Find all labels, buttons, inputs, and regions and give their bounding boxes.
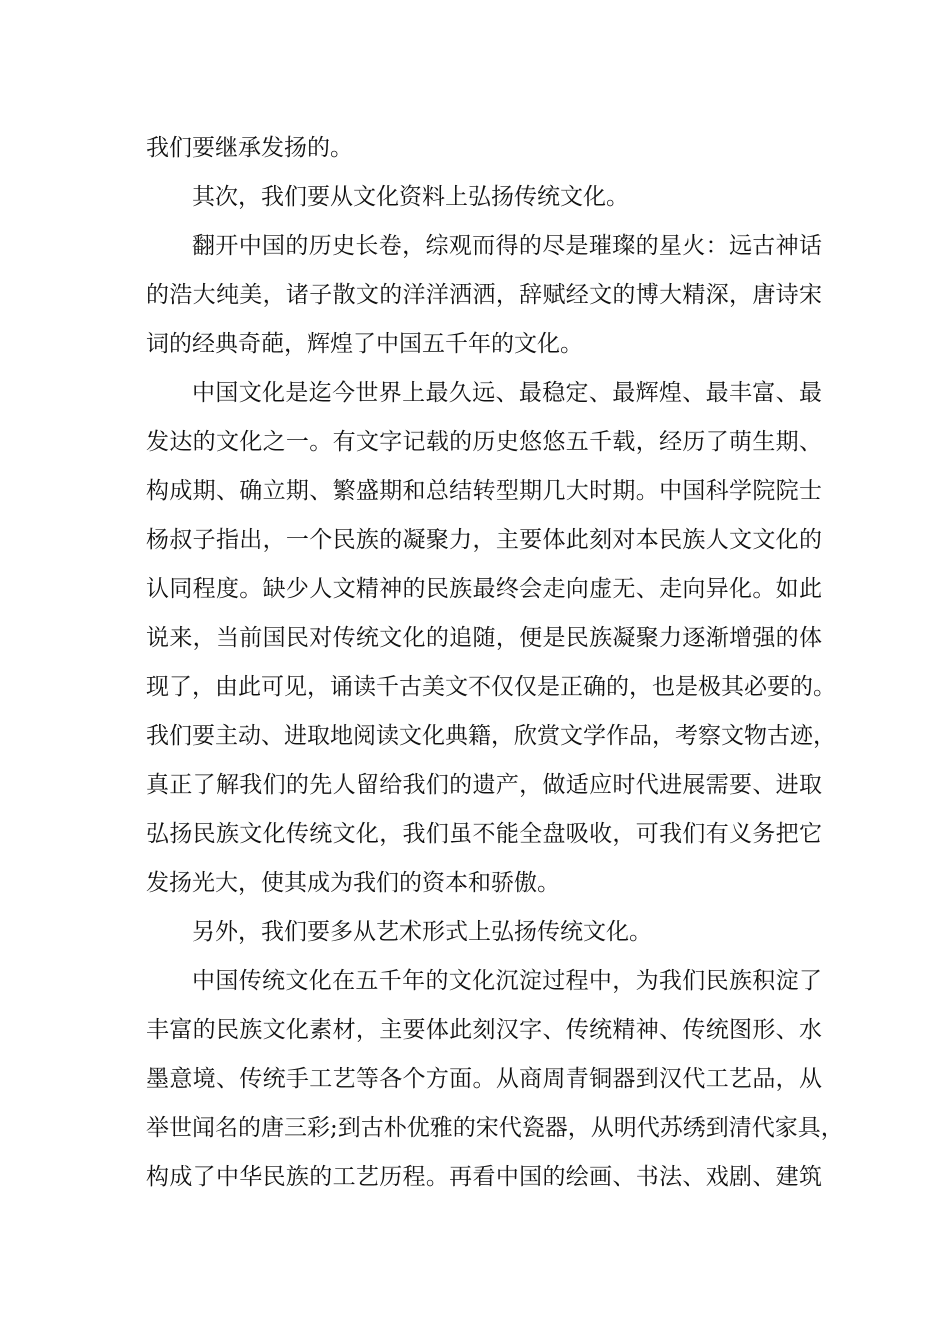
text-line: 现了，由此可见，诵读千古美文不仅仅是正确的，也是极其必要的。 [146, 674, 836, 700]
text-line: 丰富的民族文化素材，主要体此刻汉字、传统精神、传统图形、水 [146, 1017, 822, 1043]
text-line: 构成期、确立期、繁盛期和总结转型期几大时期。中国科学院院士 [146, 478, 822, 504]
text-line: 的浩大纯美，诸子散文的洋洋洒洒，辞赋经文的博大精深，唐诗宋 [146, 282, 822, 308]
text-line: 墨意境、传统手工艺等各个方面。从商周青铜器到汉代工艺品，从 [146, 1066, 822, 1092]
text-line: 翻开中国的历史长卷，综观而得的尽是璀璨的星火：远古神话 [192, 233, 822, 259]
text-line: 弘扬民族文化传统文化，我们虽不能全盘吸收，可我们有义务把它 [146, 821, 822, 847]
text-line: 真正了解我们的先人留给我们的遗产，做适应时代进展需要、进取 [146, 772, 822, 798]
text-line: 中国文化是迄今世界上最久远、最稳定、最辉煌、最丰富、最 [192, 380, 822, 406]
text-line: 发达的文化之一。有文字记载的历史悠悠五千载，经历了萌生期、 [146, 429, 822, 455]
document-body [146, 124, 844, 1202]
text-line: 我们要主动、进取地阅读文化典籍，欣赏文学作品，考察文物古迹， [146, 723, 836, 749]
text-line: 其次，我们要从文化资料上弘扬传统文化。 [192, 184, 629, 210]
text-line: 发扬光大，使其成为我们的资本和骄傲。 [146, 870, 560, 896]
text-line: 构成了中华民族的工艺历程。再看中国的绘画、书法、戏剧、建筑 [146, 1164, 822, 1190]
text-line: 说来，当前国民对传统文化的追随，便是民族凝聚力逐渐增强的体 [146, 625, 822, 651]
text-line: 认同程度。缺少人文精神的民族最终会走向虚无、走向异化。如此 [146, 576, 822, 602]
text-line: 另外，我们要多从艺术形式上弘扬传统文化。 [192, 919, 652, 945]
text-line: 中国传统文化在五千年的文化沉淀过程中，为我们民族积淀了 [192, 968, 822, 994]
text-line: 杨叔子指出，一个民族的凝聚力，主要体此刻对本民族人文文化的 [146, 527, 822, 553]
text-line: 词的经典奇葩，辉煌了中国五千年的文化。 [146, 331, 583, 357]
text-line: 我们要继承发扬的。 [146, 135, 353, 161]
text-line: 举世闻名的唐三彩;到古朴优雅的宋代瓷器，从明代苏绣到清代家具， [146, 1115, 844, 1141]
